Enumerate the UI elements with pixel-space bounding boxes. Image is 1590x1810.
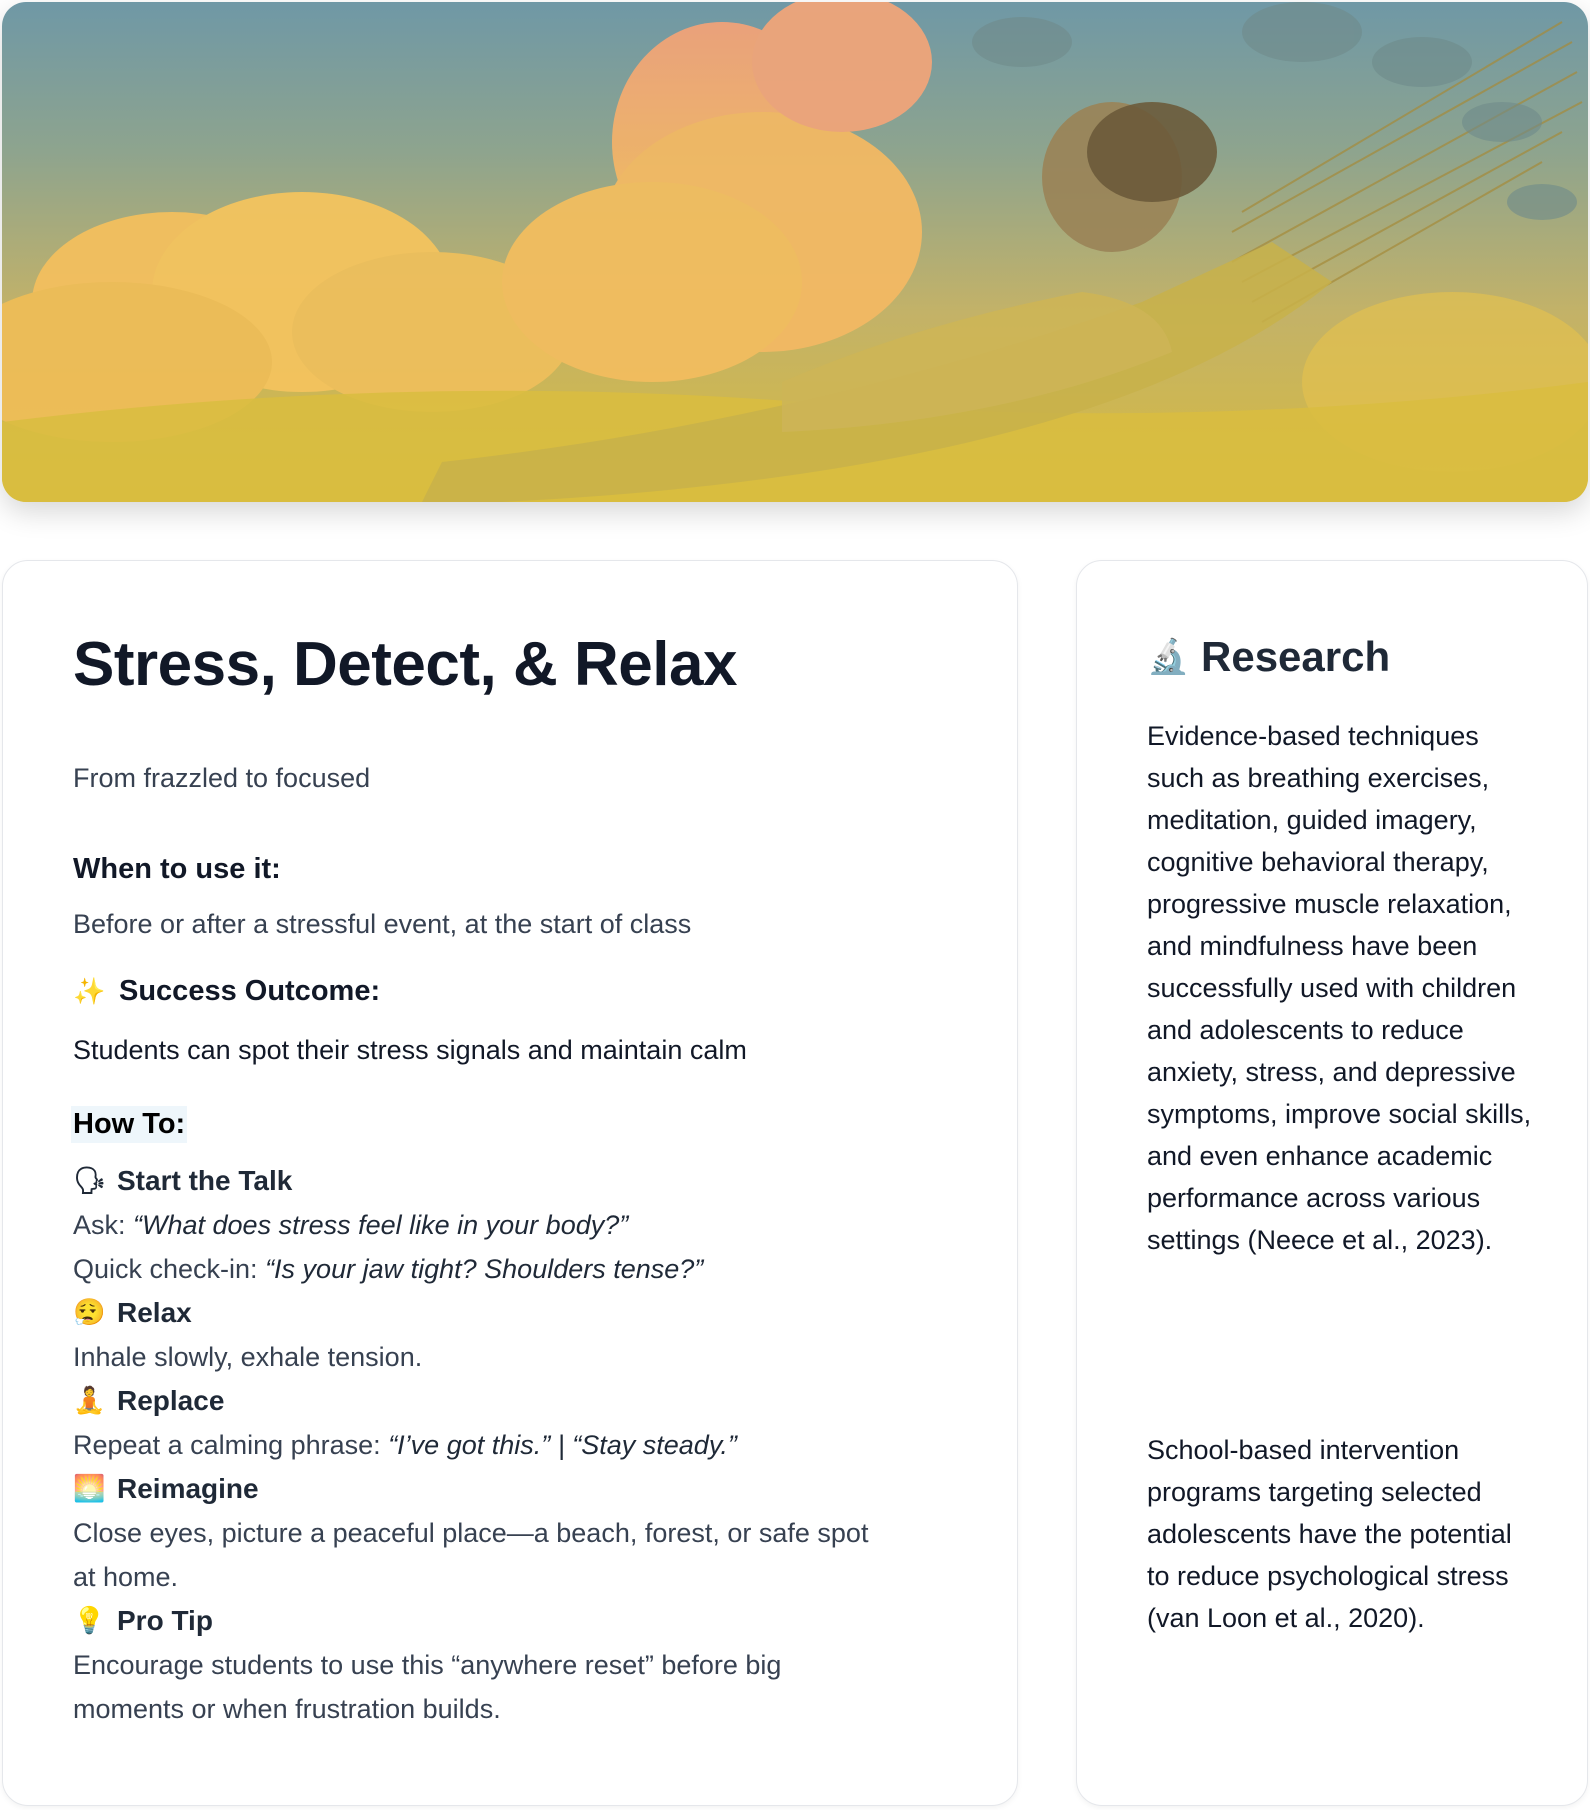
page-title: Stress, Detect, & Relax	[73, 630, 737, 699]
step-start-the-talk	[73, 1159, 953, 1291]
step-pro-tip	[73, 1599, 953, 1731]
hammock-illustration	[2, 2, 1588, 502]
step-label: Start the Talk	[117, 1165, 293, 1196]
when-text: Before or after a stressful event, at the start of class	[73, 909, 692, 939]
step-line: Inhale slowly, exhale tension.	[73, 1342, 423, 1372]
step-relax	[73, 1291, 953, 1379]
research-heading	[1147, 633, 1390, 681]
meditation-icon: 🧘	[73, 1386, 106, 1416]
step-line: at home.	[73, 1562, 179, 1592]
research-card	[1076, 560, 1588, 1806]
howto-steps	[73, 1159, 953, 1731]
speaking-head-icon: 🗣	[73, 1166, 107, 1196]
subtitle: From frazzled to focused	[73, 763, 371, 793]
sparkles-icon: ✨	[73, 976, 106, 1007]
exhaling-face-icon: 😮‍💨	[73, 1298, 106, 1328]
light-bulb-icon: 💡	[73, 1606, 106, 1636]
step-line: Quick check-in: “Is your jaw tight? Shoulders tense?”	[73, 1254, 704, 1284]
howto-label: How To:	[71, 1106, 187, 1143]
research-paragraph-2: School-based intervention programs targeting selected adolescents have the potential to reduce psychological stress (van Loon et al., 2020).	[1147, 1435, 1512, 1633]
step-line: Close eyes, picture a peaceful place—a beach, forest, or safe spot	[73, 1518, 869, 1548]
activity-card	[2, 560, 1018, 1806]
when-label: When to use it:	[73, 853, 281, 885]
research-paragraph-1: Evidence-based techniques such as breathing exercises, meditation, guided imagery, cognitive behavioral therapy, progressive muscle relaxation, and mindfulness have been successfully used with children and adolescents to reduce anxiety, stress, and depressive symptoms, improve social skills, and even enhance academic performance across various settings (Neece et al., 2023).	[1147, 721, 1532, 1255]
outcome-label: Success Outcome:	[119, 975, 381, 1007]
microscope-icon: 🔬	[1147, 637, 1190, 677]
step-line: moments or when frustration builds.	[73, 1694, 501, 1724]
outcome-text: Students can spot their stress signals and maintain calm	[73, 1035, 747, 1065]
step-label: Reimagine	[117, 1473, 259, 1504]
step-reimagine	[73, 1467, 953, 1599]
step-label: Relax	[117, 1297, 192, 1328]
sunrise-icon: 🌅	[73, 1474, 106, 1504]
step-label: Pro Tip	[117, 1605, 213, 1636]
research-title: Research	[1201, 633, 1391, 680]
outcome-heading	[73, 975, 380, 1008]
step-line: Repeat a calming phrase: “I’ve got this.” | “Stay steady.”	[73, 1430, 737, 1460]
step-replace	[73, 1379, 953, 1467]
hero-banner	[2, 2, 1588, 502]
step-line: Encourage students to use this “anywhere reset” before big	[73, 1650, 782, 1680]
step-label: Replace	[117, 1385, 225, 1416]
step-line: Ask: “What does stress feel like in your body?”	[73, 1210, 629, 1240]
